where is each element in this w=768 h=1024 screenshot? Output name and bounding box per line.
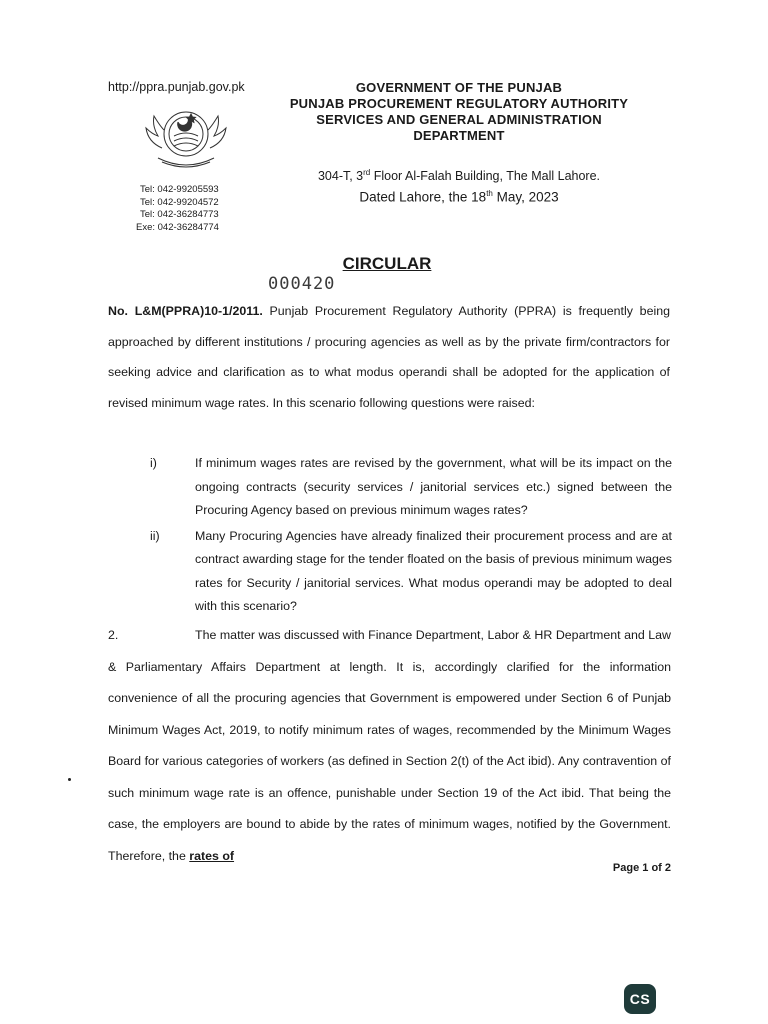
org-line-3: SERVICES AND GENERAL ADMINISTRATION bbox=[316, 112, 602, 127]
paragraph-2 bbox=[108, 620, 671, 872]
address-block bbox=[300, 164, 618, 206]
address-sup: rd bbox=[363, 168, 371, 177]
question-text: Many Procuring Agencies have already finalized their procurement process and are at contract awarding stage for the tender floated on the basis of previous minimum wages rates for Security / janitorial services. What modus operandi may be adopted to deal with this scenario? bbox=[195, 528, 672, 613]
date-line bbox=[300, 185, 618, 206]
paragraph-1 bbox=[108, 296, 670, 418]
paragraph-2-text: The matter was discussed with Finance Department, Labor & HR Department and Law & Parliamentary Affairs Department at length. It is, accordingly clarified for the information convenience of all the procuring agencies that Government is empowered under Section 6 of Punjab Minimum Wages Act, 2019, to notify minimum rates of wages, recommended by the Minimum Wages Board for various categories of workers (as defined in Section 2(t) of the Act ibid). Any contravention of such minimum wage rate is an offence, punishable under Section 19 of the Act ibid. That being the case, the employers are bound to abide by the rates of minimum wages, notified by the Government. Therefore, the bbox=[108, 628, 671, 863]
contact-numbers bbox=[136, 184, 219, 234]
phone-3: Tel: 042-36284773 bbox=[140, 209, 219, 220]
org-line-1: GOVERNMENT OF THE PUNJAB bbox=[355, 80, 563, 95]
date-pre: Dated Lahore, the 18 bbox=[359, 189, 487, 205]
question-number: i) bbox=[150, 456, 157, 470]
paragraph-1-text: Punjab Procurement Regulatory Authority (PPRA) is frequently being approached by different institutions / procuring agencies as well as by the private firm/contractors for seeking advice and clarification as to what modus operandi shall be adopted for the application of revised minimum wage rates. In this scenario following questions were raised: bbox=[108, 304, 670, 410]
org-line-2: PUNJAB PROCUREMENT REGULATORY AUTHORITY bbox=[289, 96, 629, 111]
date-post: May, 2023 bbox=[492, 189, 559, 205]
website-url[interactable]: http://ppra.punjab.gov.pk bbox=[108, 80, 245, 94]
page-number: Page 1 of 2 bbox=[612, 862, 671, 874]
list-item bbox=[150, 452, 672, 523]
phone-2: Tel: 042-99204572 bbox=[140, 196, 219, 208]
phone-4: Exe: 042-36284774 bbox=[136, 221, 219, 233]
stamp-number: 000420 bbox=[268, 274, 336, 294]
scan-speck bbox=[68, 778, 71, 781]
punjab-emblem-icon bbox=[136, 100, 236, 172]
org-line-4: DEPARTMENT bbox=[413, 128, 505, 143]
date-sup: th bbox=[486, 189, 493, 199]
address-pre: 304-T, 3 bbox=[317, 169, 364, 184]
paragraph-number: 2. bbox=[108, 628, 119, 642]
underlined-text: rates of bbox=[189, 848, 235, 863]
question-list bbox=[150, 452, 672, 619]
camscanner-badge[interactable]: CS bbox=[624, 984, 656, 1014]
organization-heading bbox=[268, 80, 650, 144]
phone-1: Tel: 042-99205593 bbox=[140, 184, 219, 195]
address-post: Floor Al-Falah Building, The Mall Lahore. bbox=[370, 169, 601, 184]
address-line bbox=[300, 164, 618, 185]
question-number: ii) bbox=[150, 528, 160, 543]
question-text: If minimum wages rates are revised by the government, what will be its impact on the ongoing contracts (security services / janitorial services etc.) signed between the Procuring Agency based on previous minimum wages rates? bbox=[195, 456, 672, 517]
list-item bbox=[150, 525, 672, 619]
reference-number: No. L&M(PPRA)10-1/2011. bbox=[108, 304, 263, 318]
page-title: CIRCULAR bbox=[342, 254, 432, 273]
